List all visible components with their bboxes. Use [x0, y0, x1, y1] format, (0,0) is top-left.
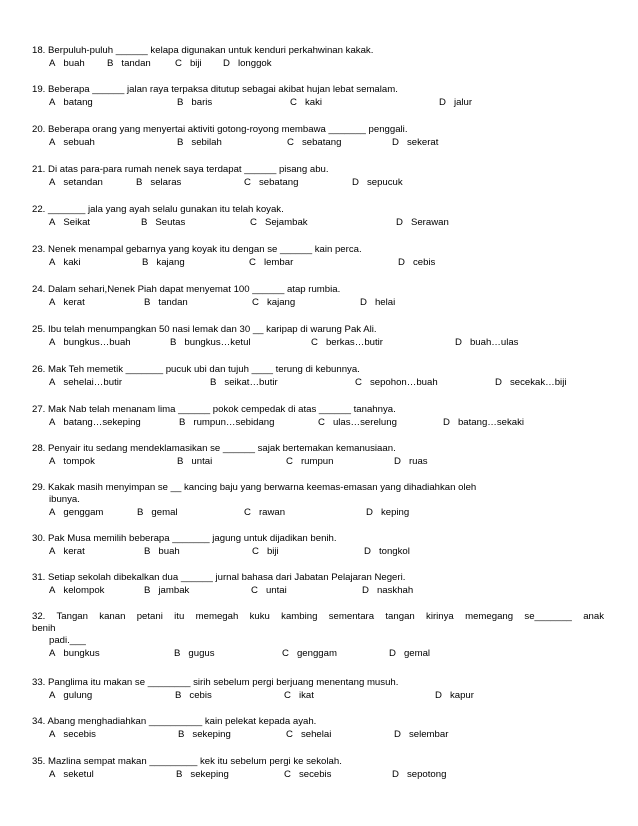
question-stem	[32, 716, 604, 728]
question-number: 27.	[32, 404, 46, 415]
option-b: B untai	[177, 456, 213, 467]
option-a: A sehelai…butir	[49, 377, 123, 388]
option-b: B jambak	[144, 585, 190, 596]
question-stem	[32, 164, 604, 176]
option-b: B sebilah	[177, 137, 222, 148]
question-text-continuation: ibunya.	[49, 494, 80, 505]
answer-options	[32, 546, 604, 558]
option-c: C secebis	[284, 769, 332, 780]
option-c: C rumpun	[286, 456, 334, 467]
question-number: 23.	[32, 244, 46, 255]
question-27	[32, 404, 604, 429]
question-stem	[32, 572, 604, 584]
answer-options	[32, 297, 604, 309]
question-33	[32, 677, 604, 702]
option-b: B Seutas	[141, 217, 186, 228]
question-number: 28.	[32, 443, 46, 454]
question-number: 18.	[32, 45, 46, 56]
question-stem	[32, 364, 604, 376]
option-b: B gemal	[137, 507, 178, 518]
option-c: C sebatang	[287, 137, 342, 148]
option-c: C biji	[252, 546, 279, 557]
option-c: C ulas…serelung	[318, 417, 397, 428]
option-c: C sepohon…buah	[355, 377, 438, 388]
question-stem	[32, 124, 604, 136]
question-34	[32, 716, 604, 741]
question-text: _______ jala yang ayah selalu gunakan itu telah koyak.	[48, 204, 284, 215]
question-stem	[32, 324, 604, 336]
question-number: 24.	[32, 284, 46, 295]
option-a: A gulung	[49, 690, 93, 701]
question-stem	[32, 482, 604, 494]
option-a: A genggam	[49, 507, 104, 518]
question-24	[32, 284, 604, 309]
question-30	[32, 533, 604, 558]
answer-options	[32, 507, 604, 519]
question-31	[32, 572, 604, 597]
option-d: D secekak…biji	[495, 377, 567, 388]
answer-options	[32, 257, 604, 269]
question-23	[32, 244, 604, 269]
option-a: A kerat	[49, 297, 85, 308]
question-number: 34.	[32, 716, 46, 727]
question-18	[32, 45, 604, 70]
question-stem	[32, 244, 604, 256]
question-text: Berpuluh-puluh ______ kelapa digunakan untuk kenduri perkahwinan kakak.	[48, 45, 374, 56]
option-a: A Seikat	[49, 217, 91, 228]
option-d: D gemal	[389, 648, 431, 659]
option-c: C sebatang	[244, 177, 299, 188]
option-c: C sehelai	[286, 729, 332, 740]
option-d: D selembar	[394, 729, 449, 740]
answer-options	[32, 137, 604, 149]
option-a: A sebuah	[49, 137, 95, 148]
answer-options	[32, 337, 604, 349]
question-number: 32.	[32, 611, 46, 622]
option-a: A kaki	[49, 257, 81, 268]
option-d: D naskhah	[362, 585, 414, 596]
question-32	[32, 611, 604, 660]
question-text: Panglima itu makan se ________ sirih sebelum pergi berjuang menentang musuh.	[48, 677, 399, 688]
option-b: B tandan	[107, 58, 151, 69]
answer-options	[32, 648, 604, 660]
question-number: 22.	[32, 204, 46, 215]
question-text: Nenek menampal gebarnya yang koyak itu dengan se ______ kain perca.	[48, 244, 362, 255]
question-number: 21.	[32, 164, 46, 175]
question-stem	[32, 756, 604, 768]
option-b: B cebis	[175, 690, 212, 701]
question-22	[32, 204, 604, 229]
option-d: D helai	[360, 297, 396, 308]
option-c: C ikat	[284, 690, 314, 701]
option-c: C berkas…butir	[311, 337, 383, 348]
question-number: 19.	[32, 84, 46, 95]
option-d: D Serawan	[396, 217, 449, 228]
question-text: Mak Teh memetik _______ pucuk ubi dan tujuh ____ terung di kebunnya.	[48, 364, 360, 375]
option-b: B rumpun…sebidang	[179, 417, 275, 428]
question-stem	[32, 533, 604, 545]
option-c: C lembar	[249, 257, 294, 268]
option-b: B sekeping	[178, 729, 231, 740]
option-d: D tongkol	[364, 546, 410, 557]
option-a: A secebis	[49, 729, 96, 740]
answer-options	[32, 456, 604, 468]
option-a: A batang…sekeping	[49, 417, 141, 428]
option-c: C Sejambak	[250, 217, 308, 228]
question-number: 29.	[32, 482, 46, 493]
question-26	[32, 364, 604, 389]
answer-options	[32, 217, 604, 229]
option-b: B tandan	[144, 297, 188, 308]
question-text: Beberapa ______ jalan raya terpaksa ditutup sebagai akibat hujan lebat semalam.	[48, 84, 398, 95]
option-d: D kapur	[435, 690, 474, 701]
question-28	[32, 443, 604, 468]
option-a: A bungkus…buah	[49, 337, 131, 348]
question-number: 25.	[32, 324, 46, 335]
question-number: 30.	[32, 533, 46, 544]
answer-options	[32, 177, 604, 189]
answer-options	[32, 729, 604, 741]
answer-options	[32, 97, 604, 109]
option-b: B buah	[144, 546, 180, 557]
question-text: Penyair itu sedang mendeklamasikan se ______ sajak bertemakan kemanusiaan.	[48, 443, 396, 454]
question-text: Di atas para-para rumah nenek saya terdapat ______ pisang abu.	[48, 164, 329, 175]
question-stem	[32, 443, 604, 455]
question-number: 20.	[32, 124, 46, 135]
answer-options	[32, 690, 604, 702]
option-b: B kajang	[142, 257, 185, 268]
option-a: A buah	[49, 58, 85, 69]
option-d: D keping	[366, 507, 410, 518]
question-text: Kakak masih menyimpan se __ kancing baju yang berwarna keemas-emasan yang dihadiahkan oleh	[48, 482, 477, 493]
question-text: Setiap sekolah dibekalkan dua ______ jurnal bahasa dari Jabatan Pelajaran Negeri.	[48, 572, 406, 583]
question-text: Mazlina sempat makan _________ kek itu sebelum pergi ke sekolah.	[48, 756, 342, 767]
question-21	[32, 164, 604, 189]
option-d: D batang…sekaki	[443, 417, 525, 428]
option-a: A bungkus	[49, 648, 100, 659]
option-c: C kaki	[290, 97, 322, 108]
question-stem	[32, 611, 604, 623]
option-c: C genggam	[282, 648, 337, 659]
option-d: D sepotong	[392, 769, 447, 780]
option-a: A setandan	[49, 177, 103, 188]
option-b: B gugus	[174, 648, 215, 659]
option-d: D sepucuk	[352, 177, 403, 188]
question-25	[32, 324, 604, 349]
question-text-continuation: benih	[32, 623, 56, 634]
option-d: D sekerat	[392, 137, 439, 148]
question-text-continuation-2: padi.___	[49, 635, 86, 646]
question-stem	[32, 677, 604, 689]
question-text: Ibu telah menumpangkan 50 nasi lemak dan 30 __ karipap di warung Pak Ali.	[48, 324, 377, 335]
option-d: D jalur	[439, 97, 473, 108]
question-text: Dalam sehari,Nenek Piah dapat menyemat 100 ______ atap rumbia.	[48, 284, 341, 295]
option-b: B sekeping	[176, 769, 229, 780]
question-number: 35.	[32, 756, 46, 767]
question-text: Beberapa orang yang menyertai aktiviti gotong-royong membawa _______ penggali.	[48, 124, 408, 135]
answer-options	[32, 377, 604, 389]
question-20	[32, 124, 604, 149]
option-d: D cebis	[398, 257, 436, 268]
option-a: A tompok	[49, 456, 95, 467]
answer-options	[32, 58, 604, 70]
question-stem	[32, 284, 604, 296]
option-c: C untai	[251, 585, 287, 596]
option-a: A kelompok	[49, 585, 105, 596]
option-b: B seikat…butir	[210, 377, 278, 388]
question-number: 33.	[32, 677, 46, 688]
option-a: A kerat	[49, 546, 85, 557]
question-19	[32, 84, 604, 109]
answer-options	[32, 585, 604, 597]
question-text: Mak Nab telah menanam lima ______ pokok cempedak di atas ______ tanahnya.	[48, 404, 396, 415]
option-c: C biji	[175, 58, 202, 69]
option-b: B baris	[177, 97, 213, 108]
option-d: D buah…ulas	[455, 337, 519, 348]
question-text: Abang menghadiahkan __________ kain pelekat kepada ayah.	[47, 716, 317, 727]
option-d: D longgok	[223, 58, 272, 69]
question-stem	[32, 404, 604, 416]
option-b: B selaras	[136, 177, 182, 188]
option-b: B bungkus…ketul	[170, 337, 251, 348]
option-c: C rawan	[244, 507, 286, 518]
option-c: C kajang	[252, 297, 296, 308]
option-d: D ruas	[394, 456, 428, 467]
answer-options	[32, 769, 604, 781]
option-a: A seketul	[49, 769, 94, 780]
question-text: Tangan kanan petani itu memegah kuku kambing sementara tangan kirinya memegang se_______ anak	[56, 611, 604, 622]
question-stem	[32, 204, 604, 216]
answer-options	[32, 417, 604, 429]
question-29	[32, 482, 604, 519]
option-a: A batang	[49, 97, 93, 108]
question-35	[32, 756, 604, 781]
question-stem	[32, 84, 604, 96]
question-text: Pak Musa memilih beberapa _______ jagung untuk dijadikan benih.	[48, 533, 337, 544]
question-stem	[32, 45, 604, 57]
question-number: 26.	[32, 364, 46, 375]
question-number: 31.	[32, 572, 46, 583]
